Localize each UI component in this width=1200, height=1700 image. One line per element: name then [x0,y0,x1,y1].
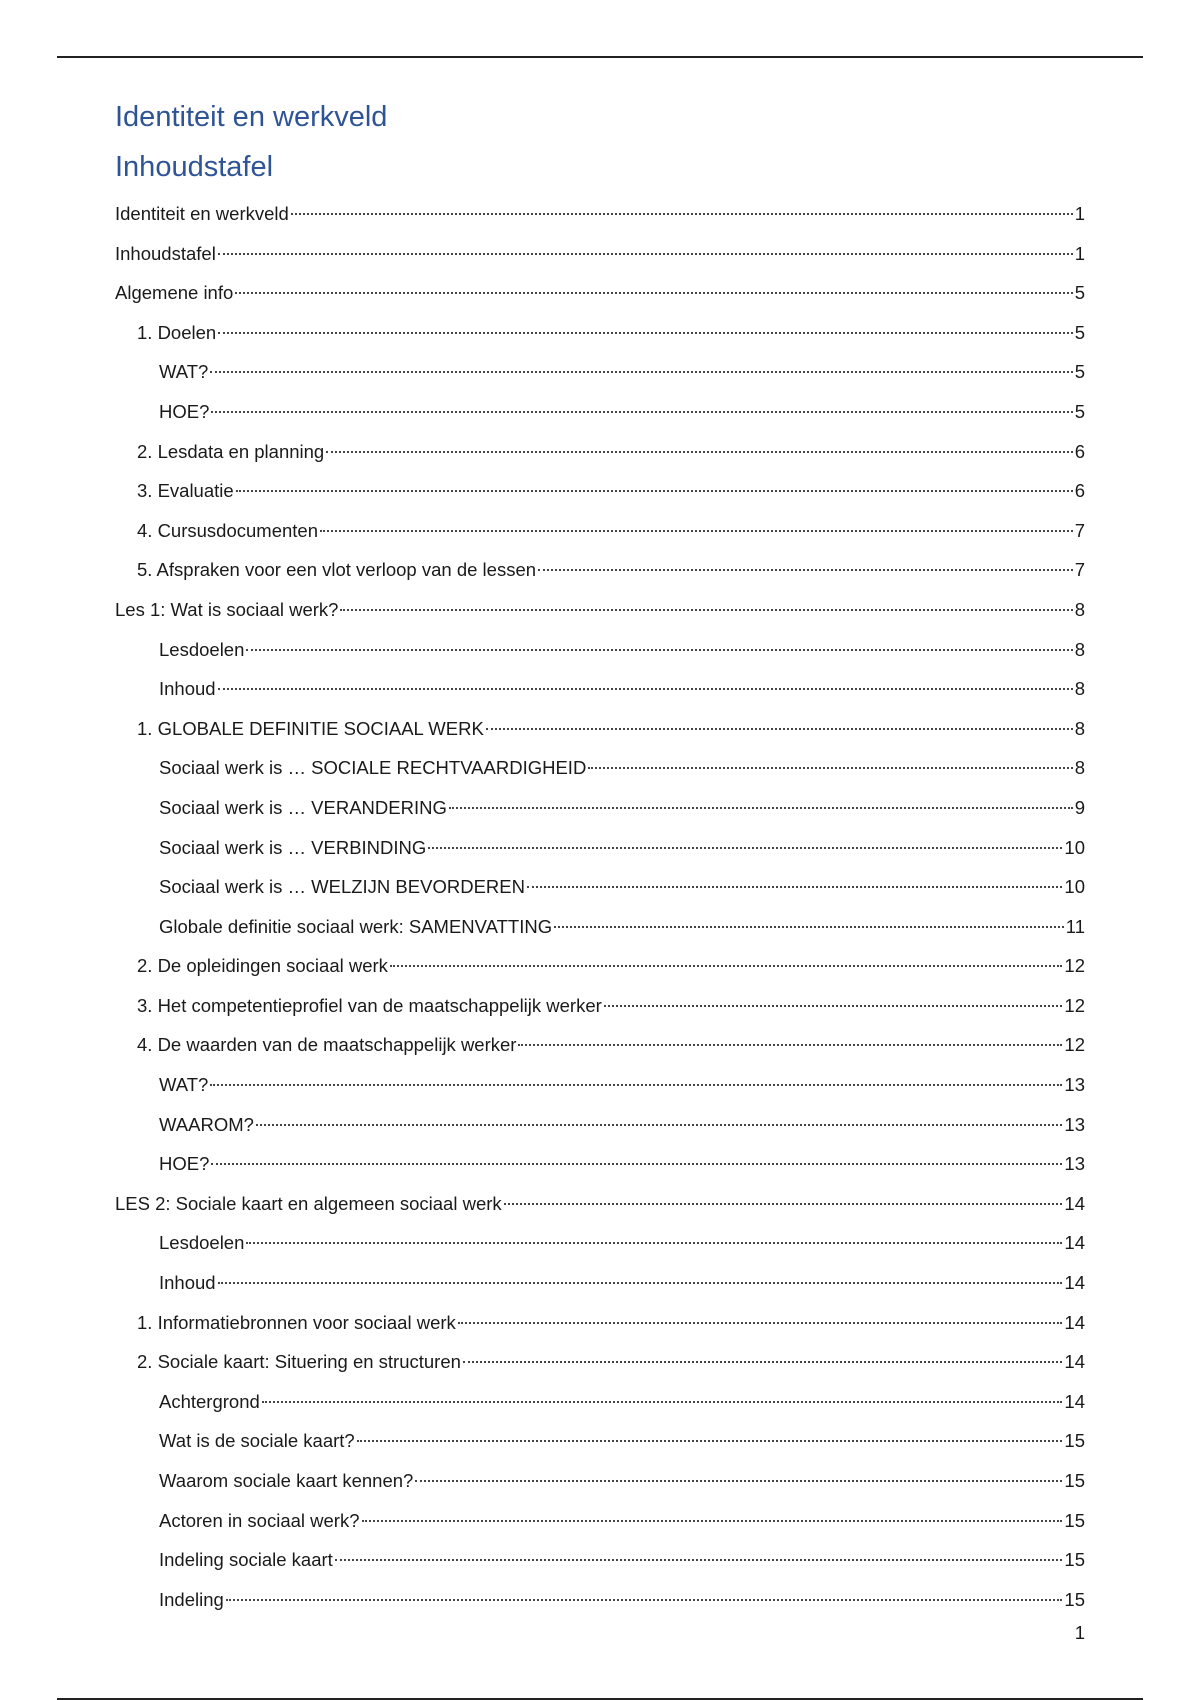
toc-entry[interactable] [115,1580,1085,1620]
toc-dot-leader [554,926,1064,928]
toc-dot-leader [486,728,1073,730]
toc-entry-page: 12 [1064,1034,1085,1056]
toc-entry-page: 15 [1064,1509,1085,1531]
toc-dot-leader [504,1203,1063,1205]
table-of-contents [115,194,1085,1619]
toc-entry-page: 6 [1074,480,1085,502]
toc-entry-page: 15 [1064,1588,1085,1610]
toc-entry-page: 5 [1074,321,1085,343]
toc-entry-label: 5. Afspraken voor een vlot verloop van de lessen [137,559,537,581]
toc-dot-leader [236,490,1073,492]
toc-entry[interactable] [115,392,1085,432]
toc-entry-label: LES 2: Sociale kaart en algemeen sociaal werk [115,1192,502,1214]
toc-entry-page: 6 [1074,440,1085,462]
toc-entry[interactable] [115,828,1085,868]
toc-entry-page: 13 [1064,1113,1085,1135]
toc-entry[interactable] [115,234,1085,274]
toc-entry-page: 15 [1064,1549,1085,1571]
toc-entry-label: Waarom sociale kaart kennen? [159,1470,414,1491]
toc-entry-page: 1 [1074,242,1085,264]
toc-entry[interactable] [115,1105,1085,1145]
toc-dot-leader [218,688,1073,690]
toc-entry-page: 10 [1064,876,1085,898]
toc-entry-label: Wat is de sociale kaart? [159,1430,355,1452]
toc-dot-leader [210,371,1072,373]
toc-entry-label: Sociaal werk is … SOCIALE RECHTVAARDIGHEID [159,757,587,779]
toc-dot-leader [518,1044,1062,1046]
toc-entry[interactable] [115,867,1085,907]
toc-entry[interactable] [115,1263,1085,1303]
toc-dot-leader [262,1401,1063,1403]
toc-entry-page: 14 [1064,1390,1085,1412]
toc-entry-page: 8 [1074,717,1085,739]
toc-dot-leader [246,1242,1062,1244]
toc-entry[interactable] [115,1184,1085,1224]
toc-entry-page: 14 [1064,1272,1085,1294]
toc-entry-page: 7 [1074,559,1085,581]
toc-entry-label: Inhoud [159,678,216,700]
toc-entry-label: Lesdoelen [159,638,245,660]
toc-entry[interactable] [115,352,1085,392]
toc-entry-label: Inhoud [159,1272,216,1294]
toc-entry-label: WAT? [159,1074,209,1096]
toc-entry-page: 14 [1064,1311,1085,1333]
toc-dot-leader [538,569,1073,571]
toc-dot-leader [463,1361,1063,1363]
toc-entry-page: 13 [1064,1153,1085,1175]
toc-entry-page: 12 [1064,994,1085,1016]
toc-dot-leader [256,1124,1063,1126]
toc-entry-label: Algemene info [115,282,234,304]
toc-dot-leader [335,1559,1063,1561]
toc-entry-label: 4. Cursusdocumenten [137,519,318,541]
toc-dot-leader [226,1599,1063,1601]
toc-dot-leader [326,451,1072,453]
toc-dot-leader [218,1282,1063,1284]
toc-dot-leader [246,649,1072,651]
toc-entry-label: 2. De opleidingen sociaal werk [137,955,388,977]
toc-entry[interactable] [115,432,1085,472]
toc-entry-page: 8 [1074,598,1085,620]
toc-dot-leader [291,213,1073,215]
toc-entry-label: HOE? [159,1153,210,1175]
toc-entry-label: HOE? [159,400,210,422]
toc-dot-leader [415,1480,1062,1482]
toc-dot-leader [210,1084,1062,1086]
toc-entry[interactable] [115,907,1085,947]
toc-entry[interactable] [115,511,1085,551]
toc-dot-leader [449,807,1073,809]
header-rule [57,56,1143,58]
toc-entry-page: 15 [1064,1430,1085,1452]
toc-entry-page: 8 [1074,638,1085,660]
toc-entry-label: 4. De waarden van de maatschappelijk werker [137,1034,517,1056]
toc-dot-leader [527,886,1062,888]
toc-entry-label: 2. Lesdata en planning [137,440,325,462]
toc-entry-label: Inhoudstafel [115,242,216,264]
toc-entry[interactable] [115,788,1085,828]
toc-entry[interactable] [115,194,1085,234]
toc-dot-leader [390,965,1062,967]
toc-entry-page: 1 [1074,203,1085,224]
toc-entry[interactable] [115,1382,1085,1422]
toc-entry-page: 7 [1074,519,1085,541]
toc-entry[interactable] [115,748,1085,788]
page-number: 1 [1074,1622,1085,1643]
toc-entry[interactable] [115,1223,1085,1263]
toc-entry-label: Identiteit en werkveld [115,203,289,224]
toc-dot-leader [362,1520,1063,1522]
toc-dot-leader [604,1005,1063,1007]
toc-entry-label: Globale definitie sociaal werk: SAMENVATTING [159,915,553,937]
toc-dot-leader [235,292,1072,294]
toc-entry-label: Actoren in sociaal werk? [159,1509,360,1531]
toc-entry[interactable] [115,590,1085,630]
toc-dot-leader [458,1322,1063,1324]
toc-entry-page: 8 [1074,678,1085,700]
toc-dot-leader [218,332,1073,334]
toc-entry-label: 1. Informatiebronnen voor sociaal werk [137,1311,456,1333]
toc-entry[interactable] [115,313,1085,353]
toc-entry[interactable] [115,1065,1085,1105]
toc-dot-leader [218,253,1073,255]
toc-entry-label: 1. Doelen [137,321,217,343]
toc-entry-label: 3. Evaluatie [137,480,234,502]
toc-entry[interactable] [115,1540,1085,1580]
toc-entry-page: 13 [1064,1074,1085,1096]
toc-entry[interactable] [115,946,1085,986]
toc-entry-label: 1. GLOBALE DEFINITIE SOCIAAL WERK [137,717,484,739]
toc-entry[interactable] [115,709,1085,749]
toc-entry[interactable] [115,630,1085,670]
toc-dot-leader [588,767,1072,769]
toc-entry-label: 2. Sociale kaart: Situering en structuren [137,1351,461,1373]
toc-entry-page: 15 [1064,1470,1085,1491]
toc-entry-page: 10 [1064,836,1085,858]
toc-dot-leader [340,609,1072,611]
toc-dot-leader [357,1440,1063,1442]
document-title: Identiteit en werkveld [115,101,388,133]
toc-entry[interactable] [115,986,1085,1026]
toc-entry[interactable] [115,550,1085,590]
toc-dot-leader [211,1163,1062,1165]
toc-entry-label: Sociaal werk is … VERBINDING [159,836,427,858]
toc-entry-page: 8 [1074,757,1085,779]
toc-entry-page: 9 [1074,796,1085,818]
toc-heading: Inhoudstafel [115,151,274,183]
toc-entry-page: 14 [1064,1192,1085,1214]
toc-entry-page: 11 [1065,915,1085,937]
toc-entry[interactable] [115,669,1085,709]
toc-entry-page: 5 [1074,361,1085,383]
toc-entry[interactable] [115,273,1085,313]
toc-entry[interactable] [115,1461,1085,1501]
toc-dot-leader [428,847,1062,849]
toc-entry[interactable] [115,471,1085,511]
toc-entry-page: 14 [1064,1351,1085,1373]
toc-entry-page: 5 [1074,282,1085,304]
toc-entry[interactable] [115,1421,1085,1461]
toc-entry-label: Sociaal werk is … WELZIJN BEVORDEREN [159,876,525,898]
toc-entry-label: Indeling sociale kaart [159,1549,333,1571]
toc-entry-label: 3. Het competentieprofiel van de maatschappelijk werker [137,994,602,1016]
document-page [115,92,1085,1619]
toc-entry-label: Achtergrond [159,1390,260,1412]
toc-entry[interactable] [115,1501,1085,1541]
toc-entry-page: 12 [1064,955,1085,977]
toc-entry[interactable] [115,1025,1085,1065]
toc-entry-label: Sociaal werk is … VERANDERING [159,796,447,818]
toc-entry-page: 5 [1074,400,1085,422]
toc-entry-label: WAAROM? [159,1113,254,1135]
toc-entry-label: WAT? [159,361,209,383]
toc-entry-label: Les 1: Wat is sociaal werk? [115,598,339,620]
toc-entry[interactable] [115,1303,1085,1343]
toc-dot-leader [211,411,1072,413]
toc-entry-page: 14 [1064,1232,1085,1254]
toc-entry-label: Lesdoelen [159,1232,245,1254]
toc-dot-leader [320,530,1073,532]
toc-entry-label: Indeling [159,1588,224,1610]
toc-entry[interactable] [115,1144,1085,1184]
toc-entry[interactable] [115,1342,1085,1382]
